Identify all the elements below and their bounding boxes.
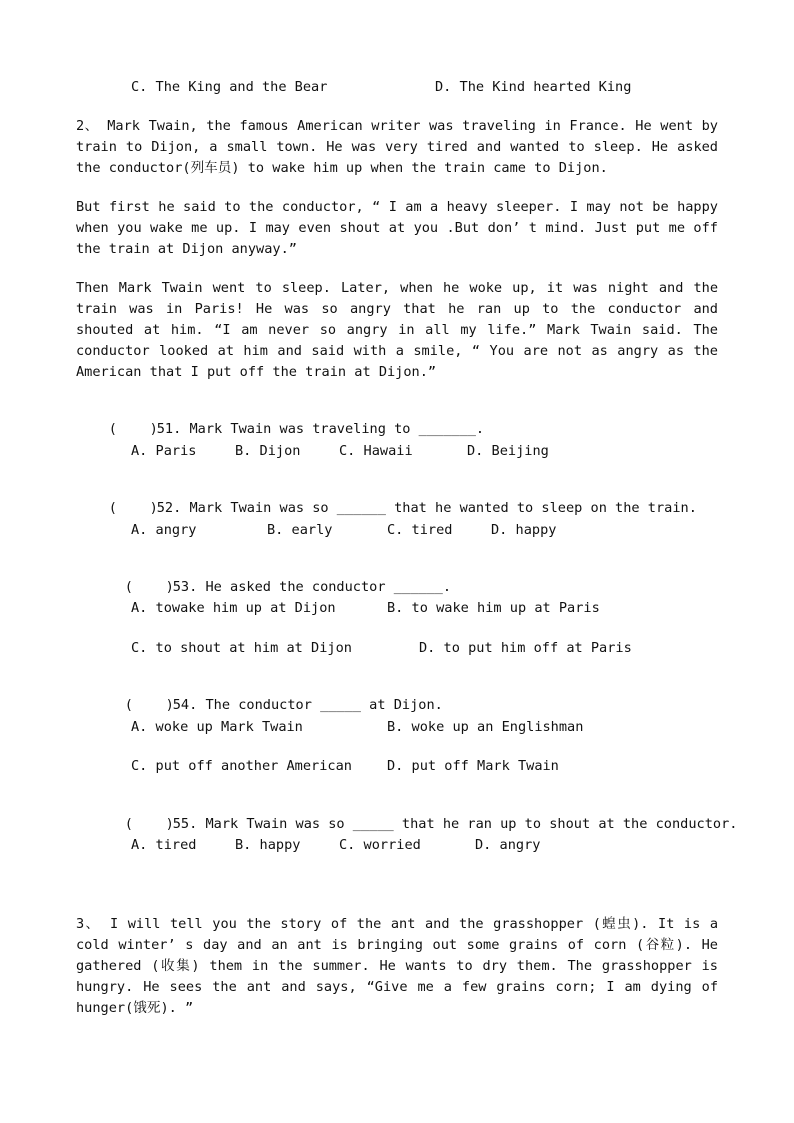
passage2-paragraph-2: But first he said to the conductor, “ I am a heavy sleeper. I may not be happy when you wake me up. I may even shout at you .But don’ t mind. Just put me off the train at Dijon anyway.”	[76, 199, 718, 257]
q52-option-a: A. angry	[131, 522, 197, 538]
q54-option-c: C. put off another American	[131, 758, 352, 774]
answer-blank[interactable]: ( )	[108, 421, 158, 437]
question-stem: 54. The conductor _____ at Dijon.	[172, 697, 443, 713]
q51-option-d: D. Beijing	[467, 443, 549, 459]
question-stem: 53. He asked the conductor ______.	[172, 579, 452, 595]
q53-option-a: A. towake him up at Dijon	[131, 600, 336, 616]
q54-option-a: A. woke up Mark Twain	[131, 719, 303, 735]
answer-blank[interactable]: ( )	[124, 579, 174, 595]
passage3-paragraph-1: 3、 I will tell you the story of the ant and the grasshopper (蝗虫). It is a cold winter’ s day and an ant is bringing out some grains of corn (谷粒). He gathered (收集) them in the summer. He wants to dry them. The grasshopper is hungry. He sees the ant and says, “Give me a few grains corn; I am dying of hunger(饿死). ”	[76, 916, 718, 1016]
prev-option-d: D. The Kind hearted King	[435, 79, 632, 95]
q53-option-d: D. to put him off at Paris	[419, 640, 632, 656]
q51-option-a: A. Paris	[131, 443, 197, 459]
q53-option-c: C. to shout at him at Dijon	[131, 640, 352, 656]
passage2-paragraph-1: 2、 Mark Twain, the famous American writer was traveling in France. He went by train to Dijon, a small town. He was very tired and wanted to sleep. He asked the conductor(列车员) to wake him up when the train came to Dijon.	[76, 118, 718, 176]
q54-option-d: D. put off Mark Twain	[387, 758, 559, 774]
q52-option-b: B. early	[267, 522, 333, 538]
q54-option-b: B. woke up an Englishman	[387, 719, 584, 735]
passage2-paragraph-3: Then Mark Twain went to sleep. Later, when he woke up, it was night and the train was in Paris! He was so angry that he ran up to the conductor and shouted at him. “I am never so angry in all my life.” Mark Twain said. The conductor looked at him and said with a smile, “ You are not as angry as the American that I put off the train at Dijon.”	[76, 280, 718, 380]
q52-option-c: C. tired	[387, 522, 453, 538]
q51-option-b: B. Dijon	[235, 443, 301, 459]
q53-option-b: B. to wake him up at Paris	[387, 600, 600, 616]
q55-option-a: A. tired	[131, 837, 197, 853]
q55-option-b: B. happy	[235, 837, 301, 853]
answer-blank[interactable]: ( )	[124, 816, 174, 832]
answer-blank[interactable]: ( )	[124, 697, 174, 713]
prev-option-c: C. The King and the Bear	[131, 79, 328, 95]
q55-option-c: C. worried	[339, 837, 421, 853]
answer-blank[interactable]: ( )	[108, 500, 158, 516]
question-stem: 51. Mark Twain was traveling to _______.	[156, 421, 485, 437]
q55-option-d: D. angry	[475, 837, 541, 853]
question-stem: 55. Mark Twain was so _____ that he ran up to shout at the conductor.	[172, 816, 738, 832]
question-stem: 52. Mark Twain was so ______ that he wanted to sleep on the train.	[156, 500, 697, 516]
q52-option-d: D. happy	[491, 522, 557, 538]
q51-option-c: C. Hawaii	[339, 443, 413, 459]
